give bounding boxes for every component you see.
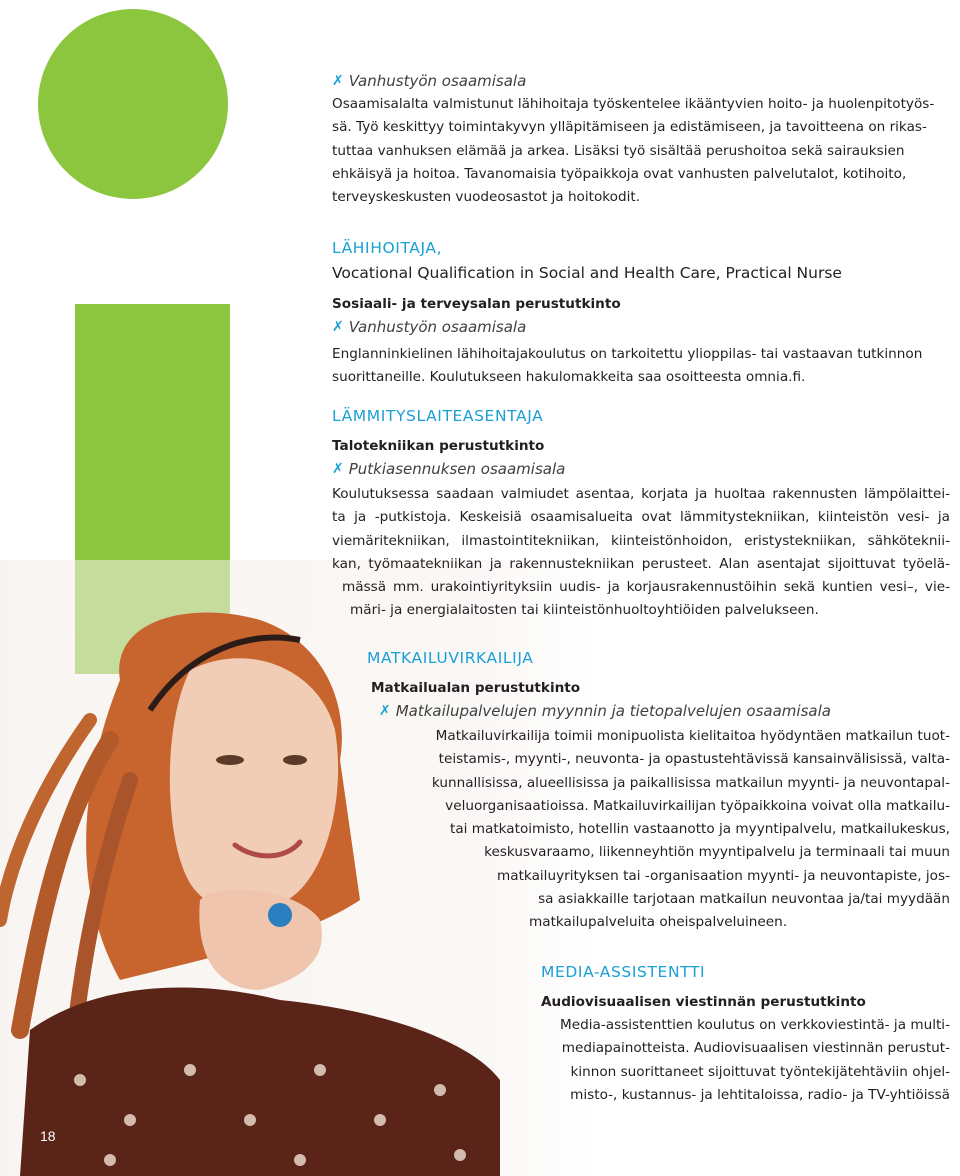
text-line: kunnallisissa, alueellisissa ja paikallisissa matkailun myynti- ja neuvontapal- bbox=[431, 774, 950, 791]
section-heading: LÄHIHOITAJA, bbox=[332, 239, 443, 257]
text-line: sä. Työ keskittyy toimintakyvyn ylläpitämiseen ja edistämiseen, ja tavoitteena on rikas- bbox=[332, 119, 927, 136]
degree-title: Sosiaali- ja terveysalan perustutkinto bbox=[332, 296, 621, 312]
section-matkailuvirkailija bbox=[367, 646, 950, 935]
text-line: misto-, kustannus- ja lehtitaloissa, radio- ja TV-yhtiöissä bbox=[570, 1086, 950, 1103]
section-media-assistentti bbox=[541, 960, 950, 1107]
text-line: tai matkatoimisto, hotellin vastaanotto ja myyntipalvelu, matkailukeskus, bbox=[449, 821, 950, 838]
text-line: Koulutuksessa saadaan valmiudet asentaa, korjata ja huoltaa rakennusten lämpölaittei- bbox=[332, 486, 950, 502]
text-line: viemäritekniikan, ilmastointitekniikan, kiinteistönhoidon, eristystekniikan, sähköteknii- bbox=[332, 532, 950, 549]
specialization-line bbox=[332, 316, 950, 339]
green-circle-decoration bbox=[38, 9, 228, 199]
check-mark-icon: ✗ bbox=[332, 461, 344, 477]
check-mark-icon: ✗ bbox=[379, 703, 391, 719]
section-heading: LÄMMITYSLAITEASENTAJA bbox=[332, 407, 544, 425]
text-line: terveyskeskusten vuodeosastot ja hoitokodit. bbox=[332, 189, 641, 206]
text-line: suorittaneille. Koulutukseen hakulomakkeita saa osoitteesta omnia.fi. bbox=[332, 369, 806, 386]
paragraph bbox=[332, 343, 950, 390]
text-line: mediapainotteista. Audiovisuaalisen viestinnän perustut- bbox=[561, 1040, 950, 1057]
specialization-line bbox=[332, 70, 950, 93]
text-line: Matkailuvirkailija toimii monipuolista kielitaitoa hyödyntäen matkailun tuot- bbox=[435, 728, 950, 744]
specialization-text: Vanhustyön osaamisala bbox=[348, 72, 527, 90]
degree-title: Audiovisuaalisen viestinnän perustutkinto bbox=[541, 994, 866, 1010]
text-line: kinnon suorittaneet sijoittuvat työntekijätehtäviin ohjel- bbox=[570, 1063, 950, 1080]
section-lahihoitaja bbox=[332, 236, 950, 390]
text-line: kan, työmaatekniikan ja rakennustekniikan perusteet. Alan asentajat sijoittuvat työelä- bbox=[332, 555, 950, 572]
text-line: ehkäisyä ja hoitoa. Tavanomaisia työpaikkoja ovat vanhusten palvelutalot, kotihoito, bbox=[332, 165, 907, 182]
text-line: matkailuyrityksen tai -organisaation myynti- ja neuvontapiste, jos- bbox=[497, 867, 950, 884]
section-heading: MEDIA-ASSISTENTTI bbox=[541, 963, 706, 981]
text-line: Englanninkielinen lähihoitajakoulutus on tarkoitettu ylioppilas- tai vastaavan tutkinnon bbox=[332, 346, 923, 362]
text-line: teistamis-, myynti-, neuvonta- ja opastustehtävissä kansainvälisissä, valta- bbox=[438, 751, 950, 768]
specialization-text: Matkailupalvelujen myynnin ja tietopalvelujen osaamisala bbox=[395, 702, 831, 720]
paragraph bbox=[332, 93, 950, 209]
specialization-text: Putkiasennuksen osaamisala bbox=[348, 460, 566, 478]
text-line: Osaamisalalta valmistunut lähihoitaja työskentelee ikääntyvien hoito- ja huolenpitotyös- bbox=[332, 96, 935, 112]
specialization-line bbox=[367, 700, 950, 723]
text-line: ta ja -putkistoja. Keskeisiä osaamisalueita ovat lämmitystekniikan, kiinteistön vesi- ja bbox=[332, 509, 950, 526]
text-line: tuttaa vanhuksen elämää ja arkea. Lisäksi työ sisältää perushoitoa sekä sairauksien bbox=[332, 142, 905, 159]
text-line: matkailupalveluita oheispalveluineen. bbox=[529, 914, 788, 931]
degree-title: Talotekniikan perustutkinto bbox=[332, 438, 545, 454]
page-number: 18 bbox=[40, 1128, 56, 1144]
text-line: märi- ja energialaitosten tai kiinteistönhuoltoyhtiöiden palvelukseen. bbox=[350, 602, 819, 619]
text-line: Media-assistenttien koulutus on verkkoviestintä- ja multi- bbox=[560, 1017, 950, 1033]
section-lammityslaiteasentaja bbox=[332, 404, 950, 623]
section-vanhus-intro bbox=[332, 70, 950, 209]
specialization-text: Vanhustyön osaamisala bbox=[348, 318, 527, 336]
text-line: sa asiakkaille tarjotaan matkailun neuvontaa ja/tai myydään bbox=[538, 891, 950, 908]
text-line: veluorganisaatioissa. Matkailuvirkailijan työpaikkoina voivat olla matkailu- bbox=[445, 797, 950, 814]
text-line: mässä mm. urakointiyrityksiin uudis- ja korjausrakennustöihin sekä kuntien vesi–, vie- bbox=[342, 579, 950, 596]
specialization-line bbox=[332, 458, 950, 481]
check-mark-icon: ✗ bbox=[332, 319, 344, 335]
paragraph bbox=[332, 483, 950, 623]
section-subtitle: Vocational Qualification in Social and Health Care, Practical Nurse bbox=[332, 264, 842, 282]
paragraph bbox=[367, 725, 950, 935]
check-mark-icon: ✗ bbox=[332, 73, 344, 89]
paragraph bbox=[541, 1014, 950, 1107]
text-line: keskusvaraamo, liikenneyhtiön myyntipalvelu ja terminaali tai muun bbox=[484, 844, 950, 861]
section-heading: MATKAILUVIRKAILIJA bbox=[367, 649, 534, 667]
degree-title: Matkailualan perustutkinto bbox=[371, 680, 581, 696]
